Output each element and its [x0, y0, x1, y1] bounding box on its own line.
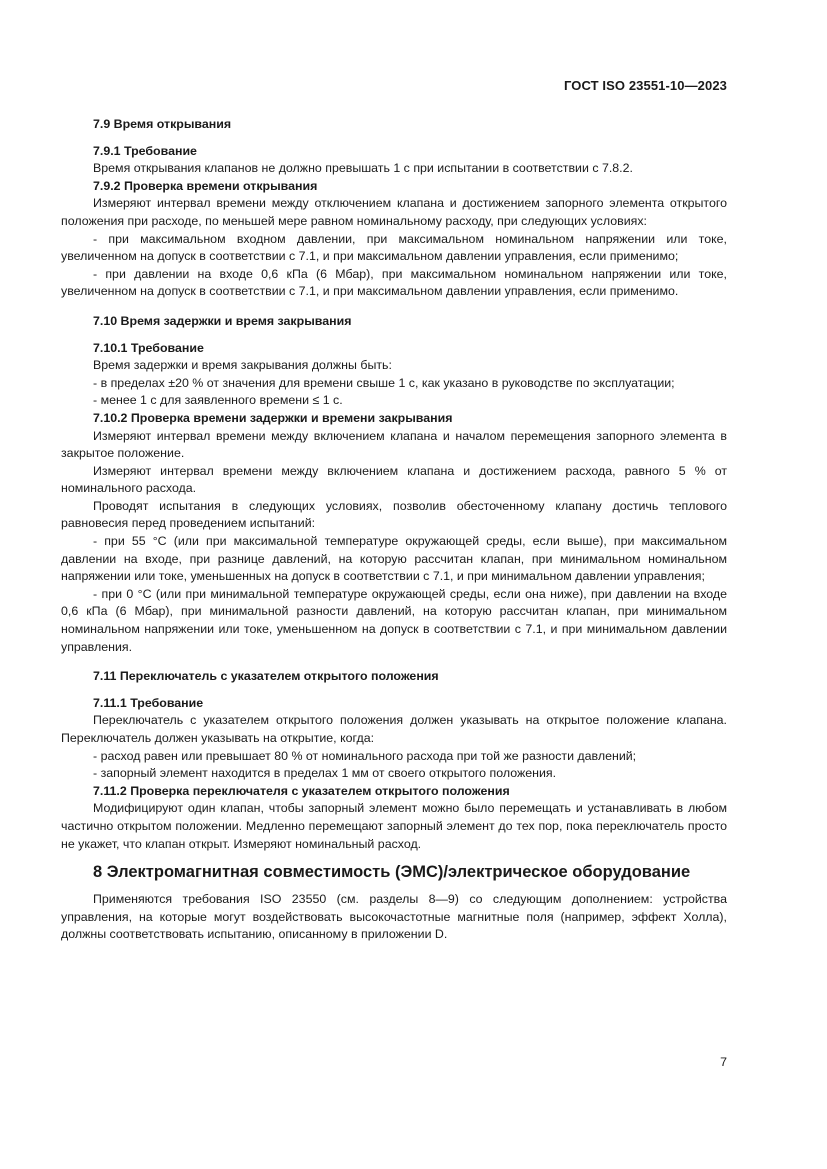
section-7-10-2-list-item: - при 0 °С (или при минимальной температуре окружающей среды, если она ниже), при давлении на входе 0,6 кПа (6 Мбар), при минимальной разности давлений, на которую рассчитан клапан, при минимальном номинальном напряжении или токе, уменьшенном на допуск в соответствии с 7.1, и при минимальном давлении управления. — [61, 586, 727, 654]
section-7-9-2-list-item: - при максимальном входном давлении, при максимальном номинальном напряжении или токе, увеличенном на допуск в соответствии с 7.1, и при максимальном давлении управления, если применимо; — [61, 231, 727, 264]
section-7-10-2-paragraph: Проводят испытания в следующих условиях, позволив обесточенному клапану достичь теплового равновесия перед проведением испытаний: — [61, 498, 727, 531]
section-7-10-2-paragraph: Измеряют интервал времени между включением клапана и достижением расхода, равного 5 % от номинального расхода. — [61, 463, 727, 496]
document-id-header: ГОСТ ISO 23551-10—2023 — [564, 78, 727, 93]
section-7-10-1-list-item: - в пределах ±20 % от значения для времени свыше 1 с, как указано в руководстве по эксплуатации; — [93, 375, 675, 390]
section-7-11-1-paragraph: Переключатель с указателем открытого положения должен указывать на открытое положение клапана. Переключатель должен указывать на открытие, когда: — [61, 713, 727, 745]
section-7-10-1-heading: 7.10.1 Требование — [93, 340, 204, 355]
section-7-9-2-heading: 7.9.2 Проверка времени открывания — [93, 178, 318, 193]
document-body — [61, 116, 727, 944]
section-7-11-2-heading: 7.11.2 Проверка переключателя с указателем открытого положения — [93, 783, 510, 798]
section-7-9-2-paragraph: Измеряют интервал времени между отключением клапана и достижением запорного элемента открытого положения при расходе, по меньшей мере равном номинальному расходу, при следующих условиях: — [61, 196, 727, 228]
section-7-10-2-list-item: - при 55 °С (или при максимальной температуре окружающей среды, если выше), при максимальном давлении на входе, при разнице давлений, на которую рассчитан клапан, при минимальном номинальном напряжении или токе, уменьшенных на допуск в соответствии с 7.1, и при минимальном давлении управления; — [61, 534, 727, 584]
section-7-9-1-heading: 7.9.1 Требование — [93, 143, 197, 158]
page-number: 7 — [720, 1055, 727, 1069]
section-7-9-heading: 7.9 Время открывания — [93, 117, 232, 131]
section-7-10-1-list-item: - менее 1 с для заявленного времени ≤ 1 с. — [93, 393, 343, 408]
section-7-11-1-list-item: - расход равен или превышает 80 % от номинального расхода при той же разности давлений; — [93, 748, 637, 763]
section-8-heading: 8 Электромагнитная совместимость (ЭМС)/электрическое оборудование — [93, 863, 691, 882]
section-7-10-2-paragraph: Измеряют интервал времени между включением клапана и началом перемещения запорного элемента в закрытое положение. — [61, 428, 727, 461]
section-7-11-2-paragraph: Модифицируют один клапан, чтобы запорный элемент можно было перемещать и устанавливать в любом частично открытом положении. Медленно перемещают запорный элемент до тех пор, пока переключатель просто не укажет, что клапан открыт. Измеряют номинальный расход. — [61, 801, 727, 851]
section-7-10-heading: 7.10 Время задержки и время закрывания — [93, 313, 352, 328]
section-7-10-1-paragraph: Время задержки и время закрывания должны быть: — [93, 358, 392, 373]
section-7-9-2-list-item: - при давлении на входе 0,6 кПа (6 Мбар), при максимальном номинальном напряжении или токе, увеличенном на допуск в соответствии с 7.1, и при максимальном давлении управления, если применимо. — [61, 266, 727, 299]
section-8-paragraph: Применяются требования ISO 23550 (см. разделы 8—9) со следующим дополнением: устройства управления, на которые могут воздействовать высокочастотные магнитные поля (например, эффект Холла), должны соответствовать испытанию, описанному в приложении D. — [61, 892, 727, 942]
section-7-11-1-list-item: - запорный элемент находится в пределах 1 мм от своего открытого положения. — [93, 766, 557, 781]
section-7-10-2-heading: 7.10.2 Проверка времени задержки и времени закрывания — [93, 410, 453, 425]
section-7-9-1-paragraph: Время открывания клапанов не должно превышать 1 с при испытании в соответствии с 7.8.2. — [93, 161, 633, 176]
section-7-11-1-heading: 7.11.1 Требование — [93, 695, 204, 710]
section-7-11-heading: 7.11 Переключатель с указателем открытого положения — [93, 669, 439, 684]
